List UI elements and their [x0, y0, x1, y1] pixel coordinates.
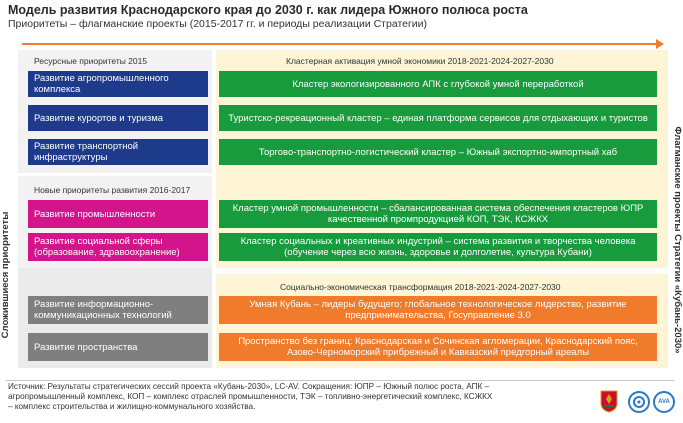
page-title: Модель развития Краснодарского края до 2030 г. как лидера Южного полюса роста [8, 3, 528, 17]
project-space-without-borders: Пространство без границ: Краснодарская и Сочинская агломерации, Краснодарский пояс, Азово-Черноморский прибрежный и Кавказский предгорный ареалы [219, 333, 657, 361]
project-social-cluster: Кластер социальных и креативных индустрий – система развития и творчества человека (обучение через всю жизнь, здоровье и долголетие, культура Кубани) [219, 233, 657, 261]
project-smart-kuban: Умная Кубань – лидеры будущего: глобальное технологическое лидерство, развитие предпринимательства, Госуправление 3.0 [219, 296, 657, 324]
ava-logo-icon: AVA [653, 391, 675, 413]
timeline-line [22, 43, 660, 45]
priority-tourism: Развитие курортов и туризма [28, 105, 208, 131]
source-footnote: Источник: Результаты стратегических сессий проекта «Кубань-2030», LC-AV. Сокращения: ЮПР – Южный полюс роста, АПК – агропромышленный комплекс, КОП – комплекс отраслей промышленности, ТЭК – топливно-энергетический комплекс, КСЖКХ – комплекс строительства и жилищно-коммунального хозяйства. [8, 382, 493, 411]
resource-priorities-header: Ресурсные приоритеты 2015 [34, 56, 148, 66]
priority-space: Развитие пространства [28, 333, 208, 361]
priority-social: Развитие социальной сферы (образование, здравоохранение) [28, 233, 208, 261]
priority-transport: Развитие транспортной инфраструктуры [28, 139, 208, 165]
cluster-activation-header: Кластерная активация умной экономики 2018-2021-2024-2027-2030 [286, 56, 554, 66]
new-priorities-header: Новые приоритеты развития 2016-2017 [34, 185, 191, 195]
project-logistics-cluster: Торгово-транспортно-логистический кластер – Южный экспортно-импортный хаб [219, 139, 657, 165]
established-priorities-label: Сложившиеся приоритеты [0, 211, 11, 339]
footer-divider [6, 380, 674, 381]
priority-industry: Развитие промышленности [28, 200, 208, 228]
priority-agro: Развитие агропромышленного комплекса [28, 71, 208, 97]
project-tourism-cluster: Туристско-рекреационный кластер – единая платформа сервисов для отдыхающих и туристов [219, 105, 657, 131]
priority-ict: Развитие информационно-коммуникационных технологий [28, 296, 208, 324]
social-economic-header: Социально-экономическая трансформация 2018-2021-2024-2027-2030 [280, 282, 561, 292]
page-subtitle: Приоритеты – флагманские проекты (2015-2017 гг. и периоды реализации Стратегии) [8, 18, 428, 30]
project-smart-industry-cluster: Кластер умной промышленности – сбалансированная система обеспечения кластеров ЮПР качественной промпродукцией КОП, ТЭК, КСЖКХ [219, 200, 657, 228]
project-agro-cluster: Кластер экологизированного АПК с глубокой умной переработкой [219, 71, 657, 97]
partner-ring-logo-icon [628, 391, 650, 413]
krasnodar-emblem-icon [600, 389, 618, 413]
timeline-arrow-icon [656, 39, 664, 49]
flagship-projects-label: Флагманские проекты Стратегии «Кубань-2030» [672, 126, 683, 354]
